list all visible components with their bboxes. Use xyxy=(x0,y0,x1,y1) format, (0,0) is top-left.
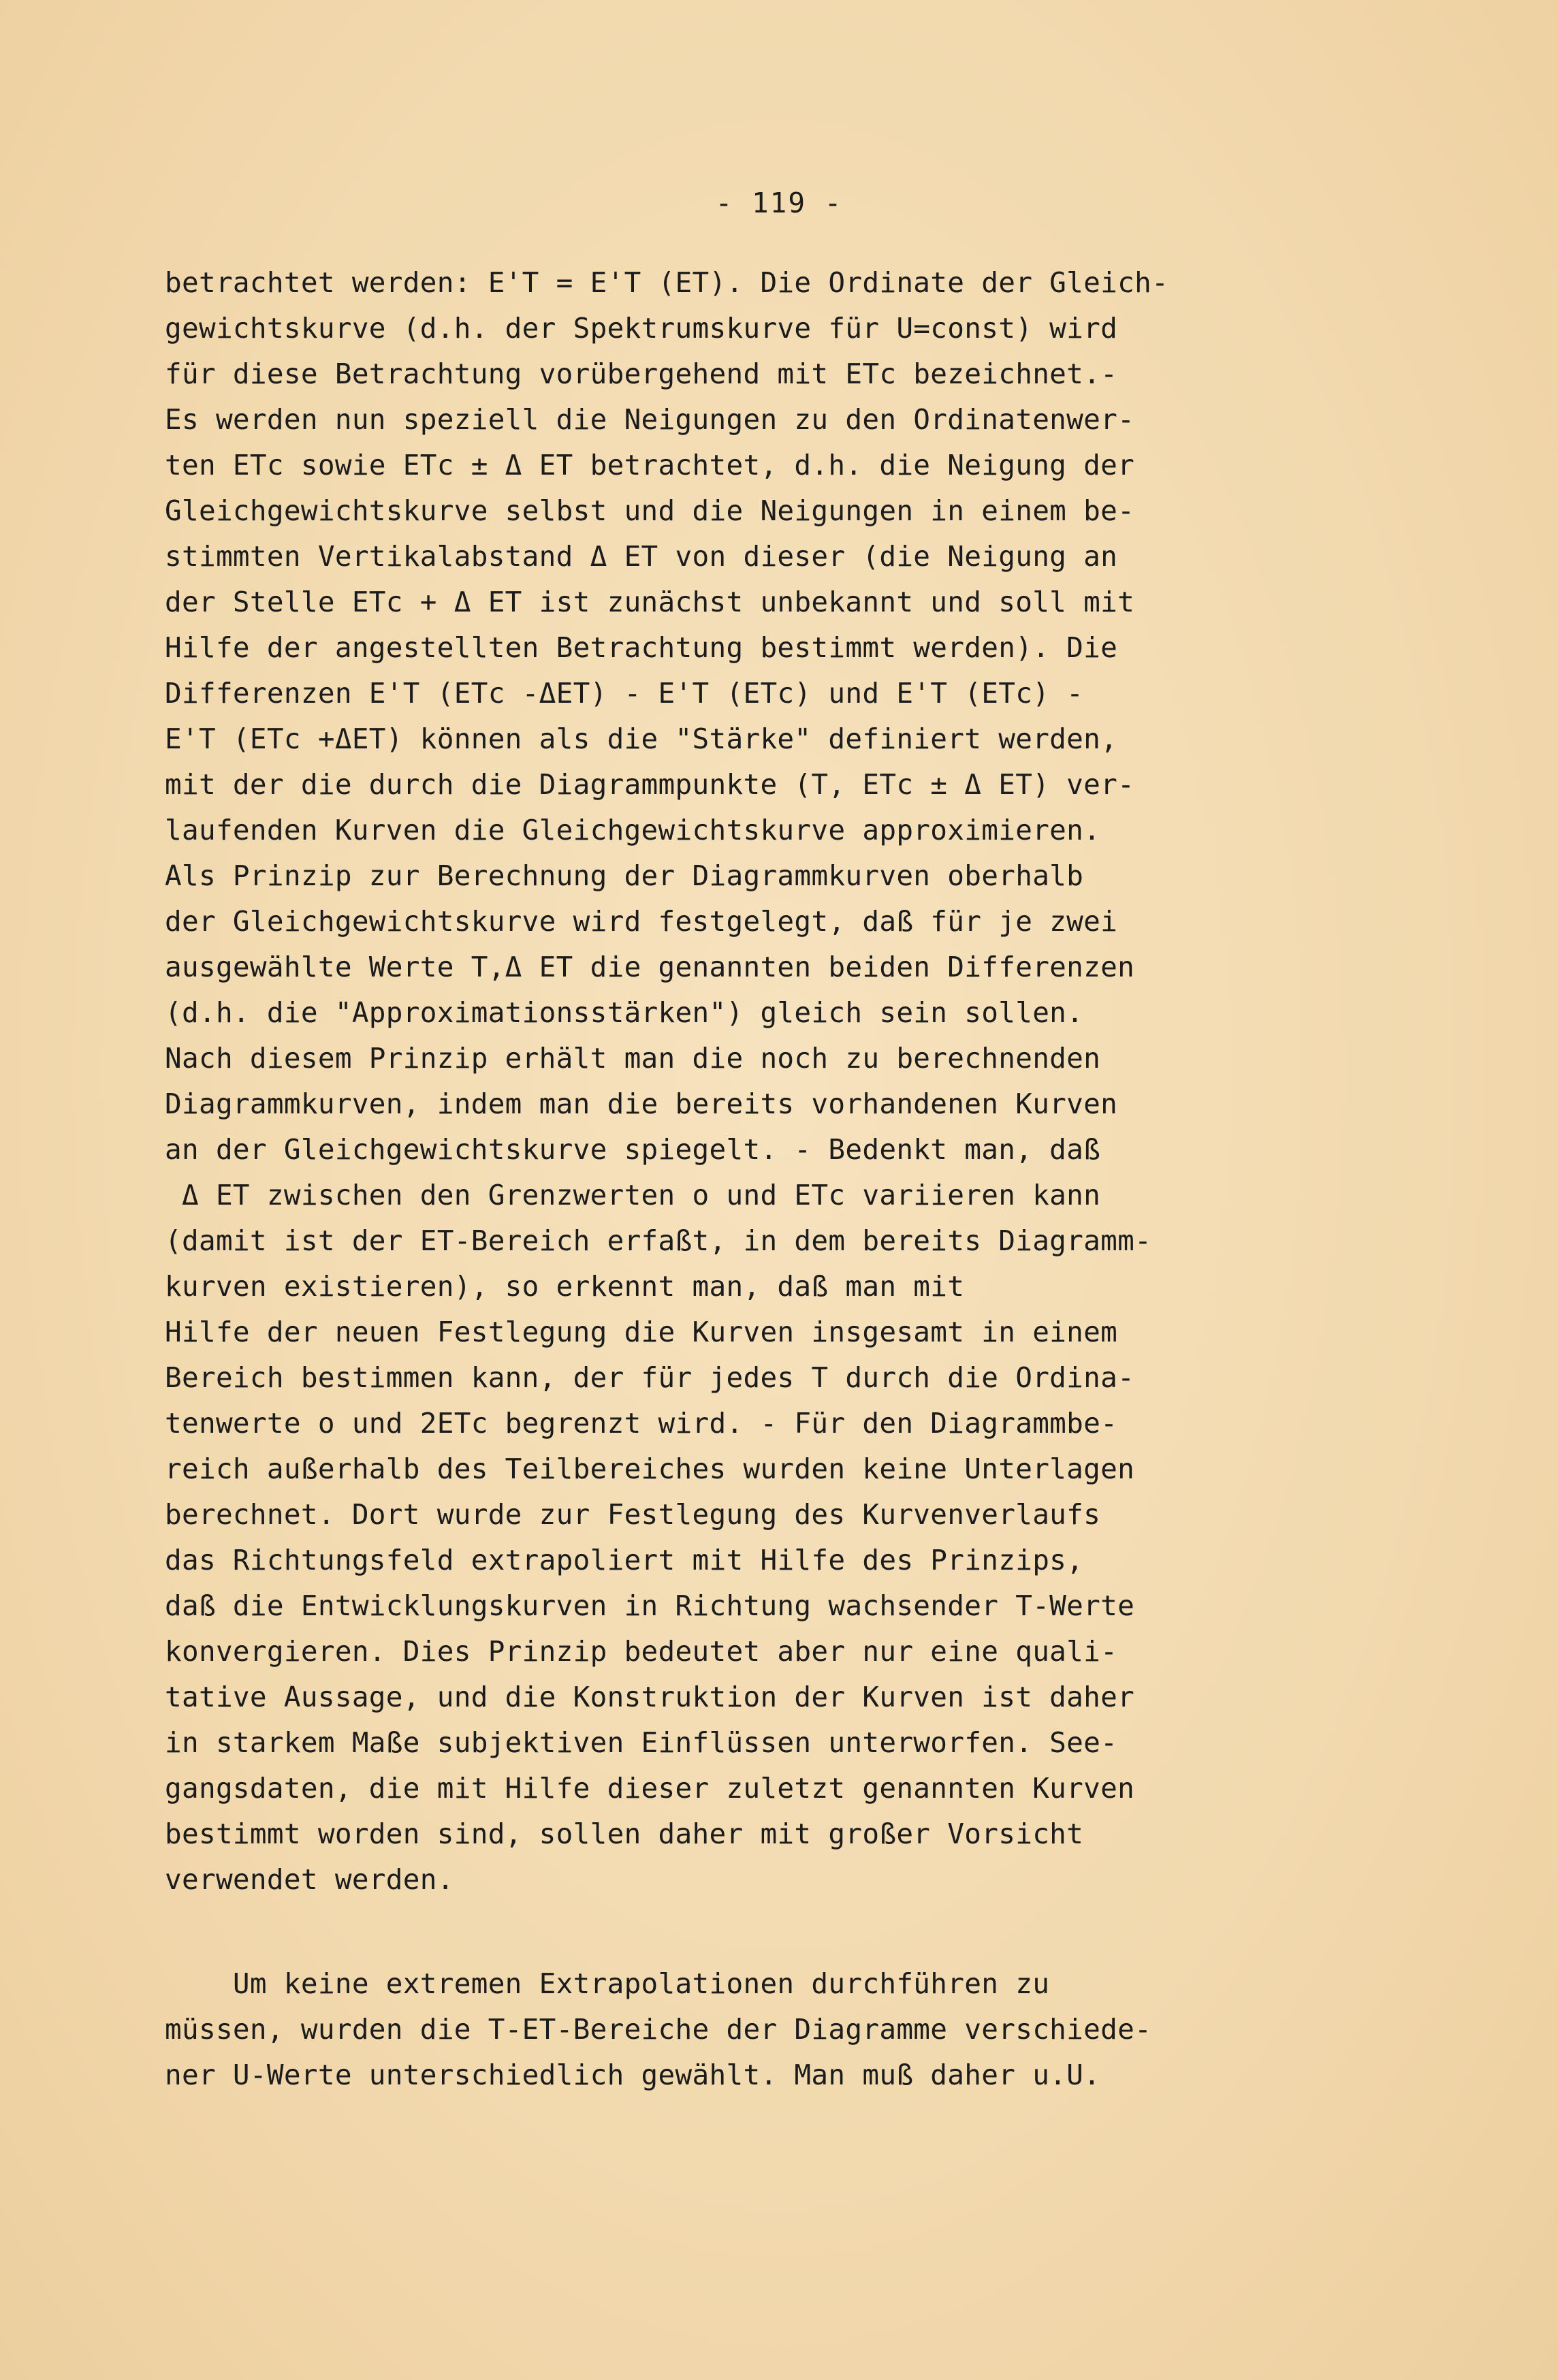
text-line: Es werden nun speziell die Neigungen zu den Ordinatenwer- xyxy=(165,403,1135,436)
text-line: ten ETc sowie ETc ± Δ ET betrachtet, d.h. die Neigung der xyxy=(165,449,1135,481)
text-line: ausgewählte Werte T,Δ ET die genannten beiden Differenzen xyxy=(165,951,1135,983)
text-line: verwendet werden. xyxy=(165,1863,454,1896)
page-number: - 119 - xyxy=(715,187,843,219)
text-line: berechnet. Dort wurde zur Festlegung des Kurvenverlaufs xyxy=(165,1498,1101,1531)
text-line: Um keine extremen Extrapolationen durchführen zu xyxy=(165,1967,1050,2000)
text-line: reich außerhalb des Teilbereiches wurden keine Unterlagen xyxy=(165,1453,1135,1485)
text-line: E'T (ETc +ΔET) können als die "Stärke" definiert werden, xyxy=(165,723,1118,755)
text-line: in starkem Maße subjektiven Einflüssen unterworfen. See- xyxy=(165,1726,1118,1759)
text-line: ner U-Werte unterschiedlich gewählt. Man muß daher u.U. xyxy=(165,2059,1101,2091)
text-line: mit der die durch die Diagrammpunkte (T, ETc ± Δ ET) ver- xyxy=(165,768,1135,801)
text-line: laufenden Kurven die Gleichgewichtskurve approximieren. xyxy=(165,814,1101,846)
text-line: Δ ET zwischen den Grenzwerten o und ETc variieren kann xyxy=(165,1179,1101,1211)
text-line: Nach diesem Prinzip erhält man die noch zu berechnenden xyxy=(165,1042,1101,1075)
text-line: für diese Betrachtung vorübergehend mit ETc bezeichnet.- xyxy=(165,358,1118,390)
text-line: gangsdaten, die mit Hilfe dieser zuletzt genannten Kurven xyxy=(165,1772,1135,1805)
text-line: gewichtskurve (d.h. der Spektrumskurve für U=const) wird xyxy=(165,312,1118,345)
text-line: das Richtungsfeld extrapoliert mit Hilfe des Prinzips, xyxy=(165,1544,1084,1576)
text-line: bestimmt worden sind, sollen daher mit großer Vorsicht xyxy=(165,1818,1084,1850)
text-line: betrachtet werden: E'T = E'T (ET). Die Ordinate der Gleich- xyxy=(165,266,1169,299)
text-line: kurven existieren), so erkennt man, daß man mit xyxy=(165,1270,965,1303)
text-line: (d.h. die "Approximationsstärken") gleich sein sollen. xyxy=(165,996,1084,1029)
text-line: (damit ist der ET-Bereich erfaßt, in dem bereits Diagramm- xyxy=(165,1224,1152,1257)
text-line: konvergieren. Dies Prinzip bedeutet aber nur eine quali- xyxy=(165,1635,1118,1668)
text-line: an der Gleichgewichtskurve spiegelt. - Bedenkt man, daß xyxy=(165,1133,1101,1166)
text-line: tative Aussage, und die Konstruktion der Kurven ist daher xyxy=(165,1681,1135,1713)
text-line: Als Prinzip zur Berechnung der Diagrammkurven oberhalb xyxy=(165,859,1084,892)
text-line: der Stelle ETc + Δ ET ist zunächst unbekannt und soll mit xyxy=(165,586,1135,618)
text-line: Gleichgewichtskurve selbst und die Neigungen in einem be- xyxy=(165,494,1135,527)
text-line: Hilfe der neuen Festlegung die Kurven insgesamt in einem xyxy=(165,1316,1118,1348)
text-line: der Gleichgewichtskurve wird festgelegt, daß für je zwei xyxy=(165,905,1118,938)
text-line: Diagrammkurven, indem man die bereits vorhandenen Kurven xyxy=(165,1088,1118,1120)
text-line: daß die Entwicklungskurven in Richtung wachsender T-Werte xyxy=(165,1589,1135,1622)
text-line: Bereich bestimmen kann, der für jedes T durch die Ordina- xyxy=(165,1361,1135,1394)
text-line: tenwerte o und 2ETc begrenzt wird. - Für den Diagrammbe- xyxy=(165,1407,1118,1440)
text-line: müssen, wurden die T-ET-Bereiche der Diagramme verschiede- xyxy=(165,2013,1152,2046)
text-line: Hilfe der angestellten Betrachtung bestimmt werden). Die xyxy=(165,631,1118,664)
text-line: Differenzen E'T (ETc -ΔET) - E'T (ETc) und E'T (ETc) - xyxy=(165,677,1084,710)
text-line: stimmten Vertikalabstand Δ ET von dieser (die Neigung an xyxy=(165,540,1118,573)
